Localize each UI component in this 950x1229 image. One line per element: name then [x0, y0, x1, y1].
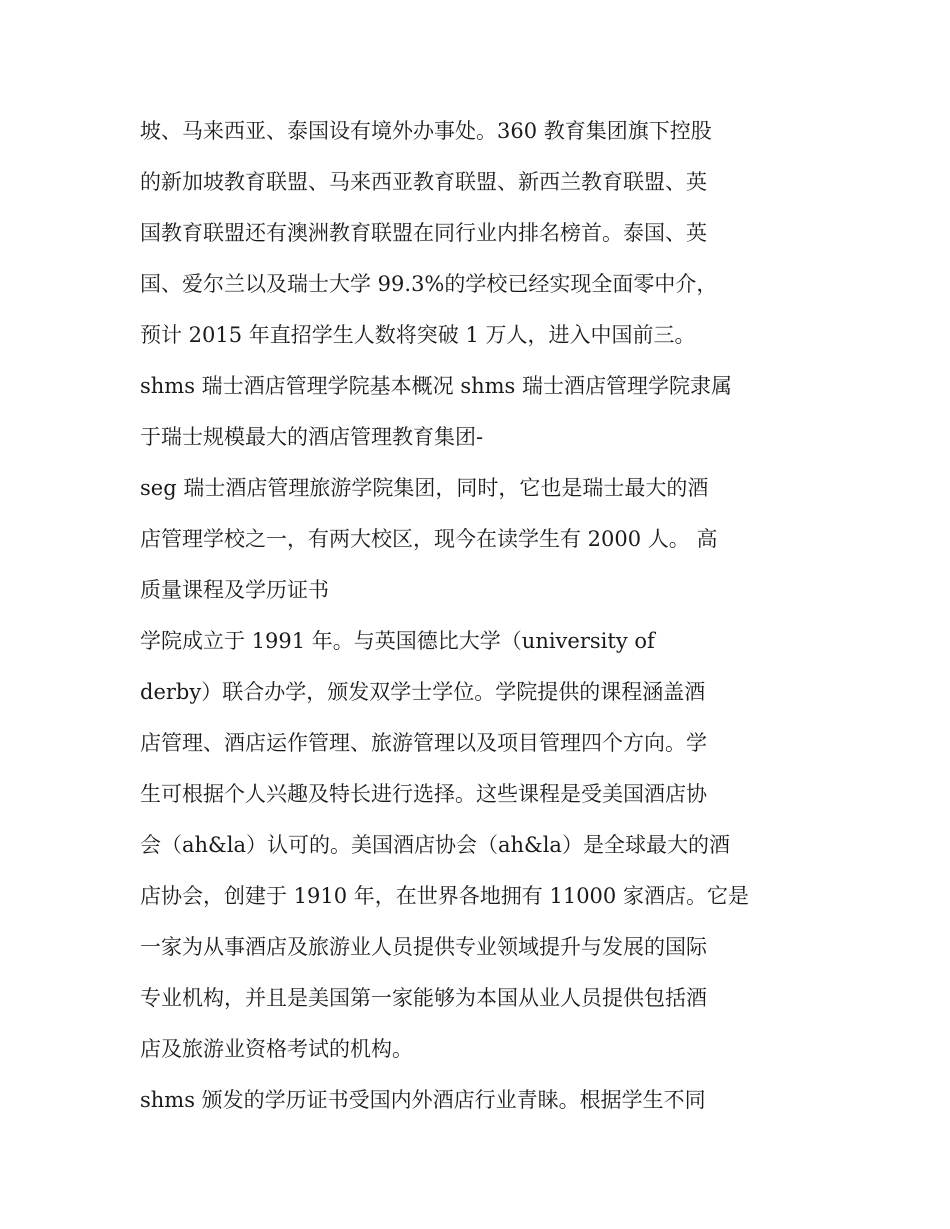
- text-line: 预计 2015 年直招学生人数将突破 1 万人，进入中国前三。: [140, 323, 696, 347]
- text-line: 质量课程及学历证书: [140, 578, 329, 602]
- text-line: 一家为从事酒店及旅游业人员提供专业领域提升与发展的国际: [140, 935, 707, 959]
- body-text: [140, 106, 820, 1126]
- text-line: 国教育联盟还有澳洲教育联盟在同行业内排名榜首。泰国、英: [140, 221, 707, 245]
- text-line: 坡、马来西亚、泰国设有境外办事处。360 教育集团旗下控股: [140, 119, 712, 143]
- text-line: shms 瑞士酒店管理学院基本概况 shms 瑞士酒店管理学院隶属: [140, 374, 733, 398]
- text-line: 店管理、酒店运作管理、旅游管理以及项目管理四个方向。学: [140, 731, 707, 755]
- text-line: 的新加坡教育联盟、马来西亚教育联盟、新西兰教育联盟、英: [140, 170, 707, 194]
- text-line: seg 瑞士酒店管理旅游学院集团，同时，它也是瑞士最大的酒: [140, 476, 709, 500]
- text-line: 会（ah&la）认可的。美国酒店协会（ah&la）是全球最大的酒: [140, 833, 730, 857]
- text-line: 店管理学校之一，有两大校区，现今在读学生有 2000 人。 高: [140, 527, 718, 551]
- text-line: shms 颁发的学历证书受国内外酒店行业青睐。根据学生不同: [140, 1088, 706, 1112]
- text-line: 专业机构，并且是美国第一家能够为本国从业人员提供包括酒: [140, 986, 707, 1010]
- text-line: 于瑞士规模最大的酒店管理教育集团-: [140, 425, 484, 449]
- text-line: 学院成立于 1991 年。与英国德比大学（university of: [140, 629, 655, 653]
- text-line: 国、爱尔兰以及瑞士大学 99.3%的学校已经实现全面零中介，: [140, 272, 718, 296]
- text-line: 店及旅游业资格考试的机构。: [140, 1037, 413, 1061]
- text-line: 生可根据个人兴趣及特长进行选择。这些课程是受美国酒店协: [140, 782, 707, 806]
- text-line: 店协会，创建于 1910 年，在世界各地拥有 11000 家酒店。它是: [140, 884, 749, 908]
- text-line: derby）联合办学，颁发双学士学位。学院提供的课程涵盖酒: [140, 680, 706, 704]
